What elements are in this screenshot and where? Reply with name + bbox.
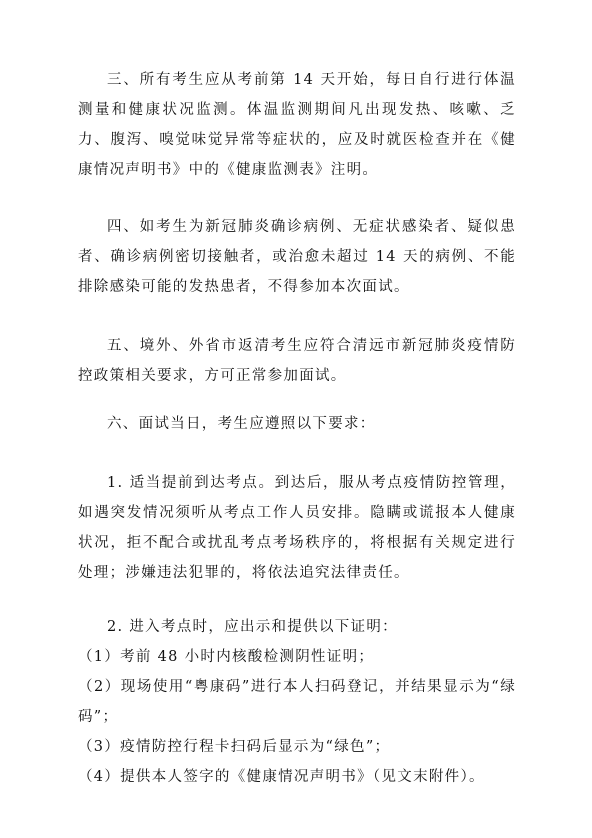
paragraph-6-2-entry-proof — [78, 612, 516, 792]
paragraph-5-returning-candidates: 五、境外、外省市返清考生应符合清远市新冠肺炎疫情防控政策相关要求，方可正常参加面试。 — [78, 338, 516, 384]
paragraph-6-interview-day-heading: 六、面试当日，考生应遵照以下要求： — [107, 416, 376, 432]
paragraph-4-ineligible-candidates: 四、如考生为新冠肺炎确诊病例、无症状感染者、疑似患者、确诊病例密切接触者，或治愈未超过 14 天的病例、不能排除感染可能的发热患者，不得参加本次面试。 — [78, 219, 516, 295]
paragraph-3-temperature-monitoring: 三、所有考生应从考前第 14 天开始，每日自行进行体温测量和健康状况监测。体温监测期间凡出现发热、咳嗽、乏力、腹泻、嗅觉味觉异常等症状的，应及时就医检查并在《健康情况声明书》中的《健康监测表》注明。 — [78, 72, 516, 178]
entry-proof-item-2: （2）现场使用“粤康码”进行本人扫码登记，并结果显示为“绿码”； — [78, 679, 516, 725]
paragraph-6-1-arrival: 1. 适当提前到达考点。到达后，服从考点疫情防控管理，如遇突发情况须听从考点工作人员安排。隐瞒或谎报本人健康状况，拒不配合或扰乱考点考场秩序的，将根据有关规定进行处理；涉嫌违法犯罪的，将依法追究法律责任。 — [78, 475, 516, 581]
entry-proof-item-3: （3）疫情防控行程卡扫码后显示为“绿色”； — [78, 739, 391, 755]
entry-proof-intro: 2. 进入考点时，应出示和提供以下证明： — [107, 619, 398, 635]
entry-proof-item-1: （1）考前 48 小时内核酸检测阴性证明； — [78, 649, 375, 665]
entry-proof-item-4: （4）提供本人签字的《健康情况声明书》（见文末附件）。 — [78, 769, 485, 785]
